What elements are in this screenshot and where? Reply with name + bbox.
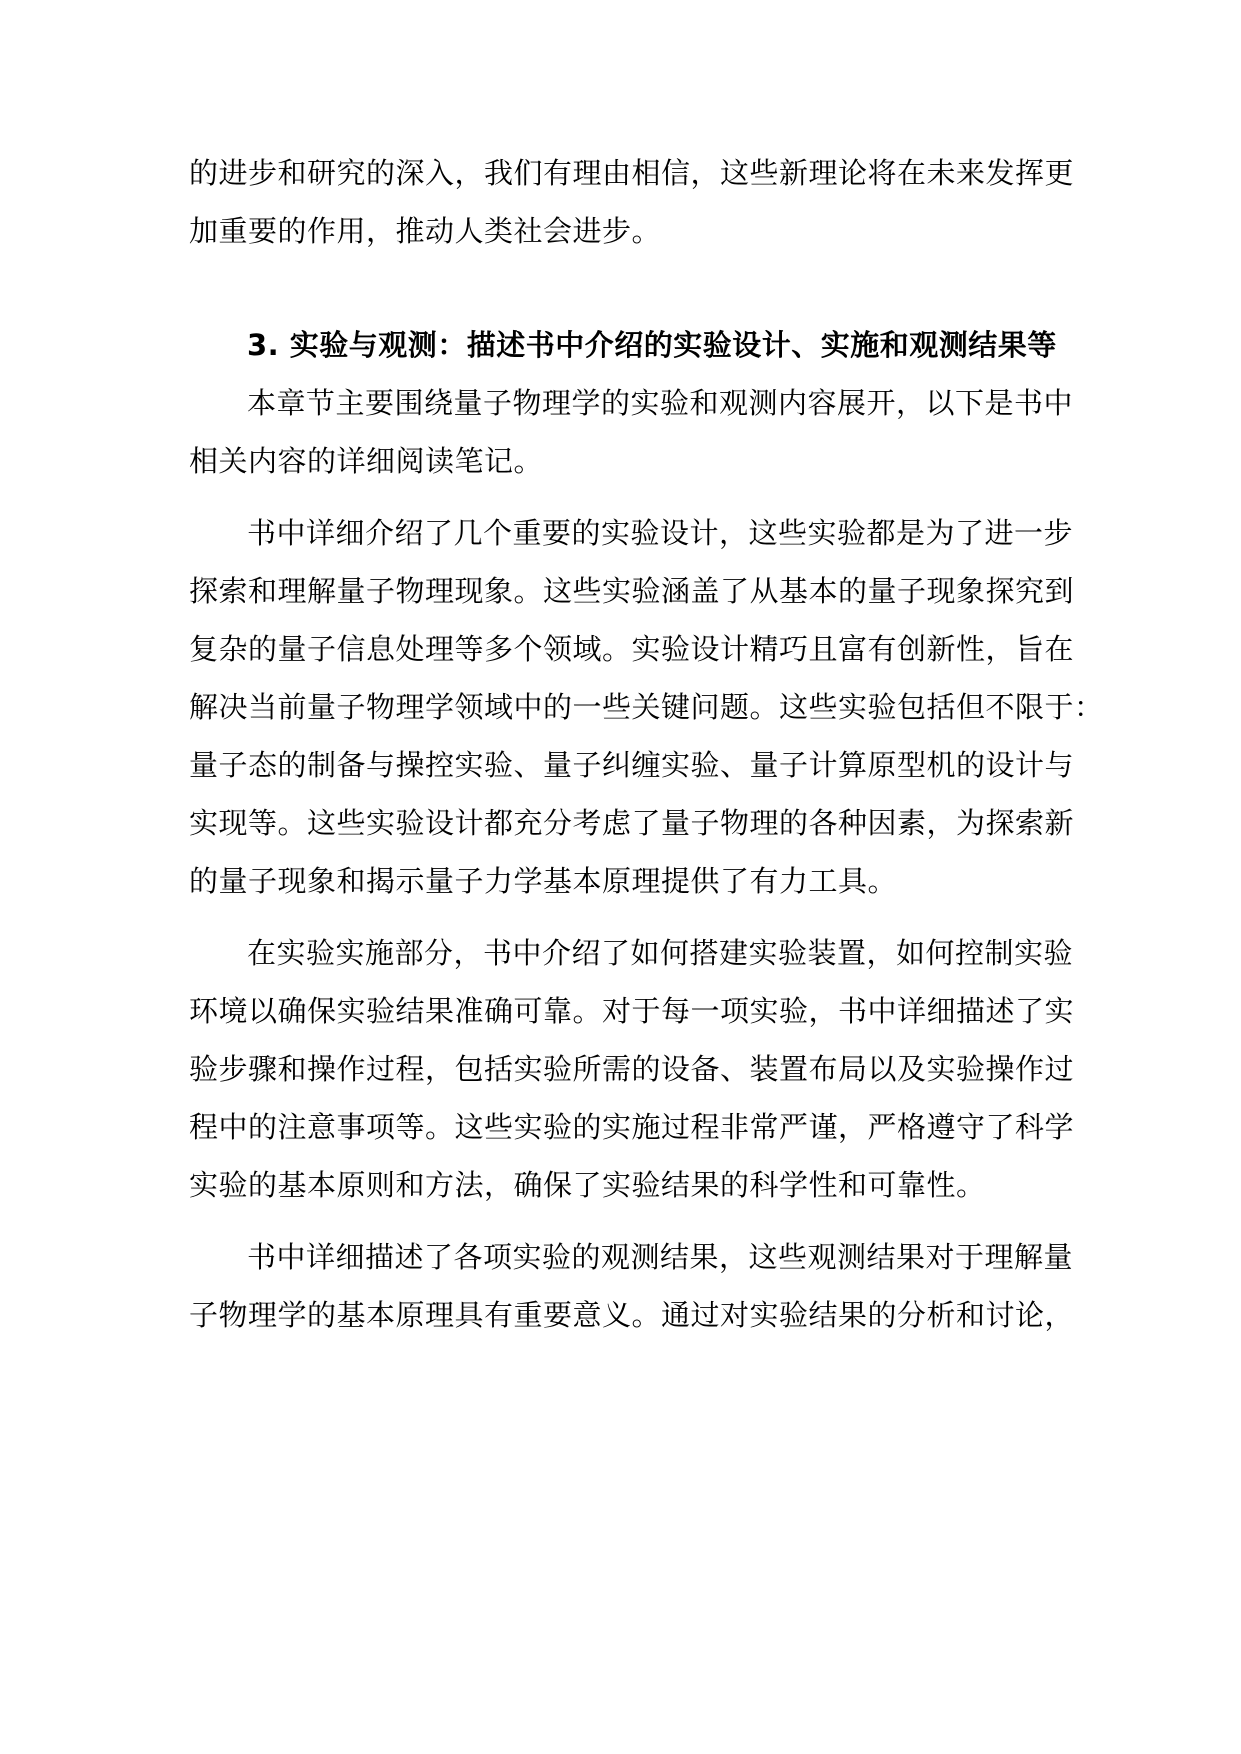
paragraph-line: 子物理学的基本原理具有重要意义。通过对实验结果的分析和讨论， — [189, 1298, 1075, 1332]
paragraph-line: 加重要的作用，推动人类社会进步。 — [189, 214, 662, 248]
paragraph-line: 的进步和研究的深入，我们有理由相信，这些新理论将在未来发挥更 — [189, 156, 1075, 190]
paragraph — [189, 504, 1104, 910]
paragraph-line: 实现等。这些实验设计都充分考虑了量子物理的各种因素，为探索新 — [189, 806, 1075, 840]
paragraph — [189, 1228, 1075, 1344]
section-spacer — [189, 274, 1057, 316]
section-heading: 3. 实验与观测：描述书中介绍的实验设计、实施和观测结果等 — [247, 328, 1057, 362]
paragraph-line: 的量子现象和揭示量子力学基本原理提供了有力工具。 — [189, 864, 898, 898]
paragraph-line: 验步骤和操作过程，包括实验所需的设备、装置布局以及实验操作过 — [189, 1052, 1075, 1086]
paragraph-line: 实验的基本原则和方法，确保了实验结果的科学性和可靠性。 — [189, 1168, 986, 1202]
paragraph-line: 程中的注意事项等。这些实验的实施过程非常严谨，严格遵守了科学 — [189, 1110, 1075, 1144]
paragraph-line: 环境以确保实验结果准确可靠。对于每一项实验，书中详细描述了实 — [189, 994, 1075, 1028]
paragraph-line: 量子态的制备与操控实验、量子纠缠实验、量子计算原型机的设计与 — [189, 748, 1075, 782]
paragraph — [189, 374, 1074, 490]
paragraph-line: 探索和理解量子物理现象。这些实验涵盖了从基本的量子现象探究到 — [189, 574, 1075, 608]
paragraph-line: 书中详细描述了各项实验的观测结果，这些观测结果对于理解量 — [247, 1240, 1074, 1274]
paragraph-line: 在实验实施部分，书中介绍了如何搭建实验装置，如何控制实验 — [247, 936, 1074, 970]
page-content — [189, 144, 1104, 1358]
paragraph-line: 相关内容的详细阅读笔记。 — [189, 444, 544, 478]
paragraph-line: 书中详细介绍了几个重要的实验设计，这些实验都是为了进一步 — [247, 516, 1074, 550]
paragraph-line: 本章节主要围绕量子物理学的实验和观测内容展开，以下是书中 — [247, 386, 1074, 420]
intro-paragraph — [189, 144, 1075, 260]
paragraph-line: 复杂的量子信息处理等多个领域。实验设计精巧且富有创新性，旨在 — [189, 632, 1075, 666]
paragraph-line: 解决当前量子物理学领域中的一些关键问题。这些实验包括但不限于： — [189, 690, 1104, 724]
paragraph — [189, 924, 1075, 1214]
